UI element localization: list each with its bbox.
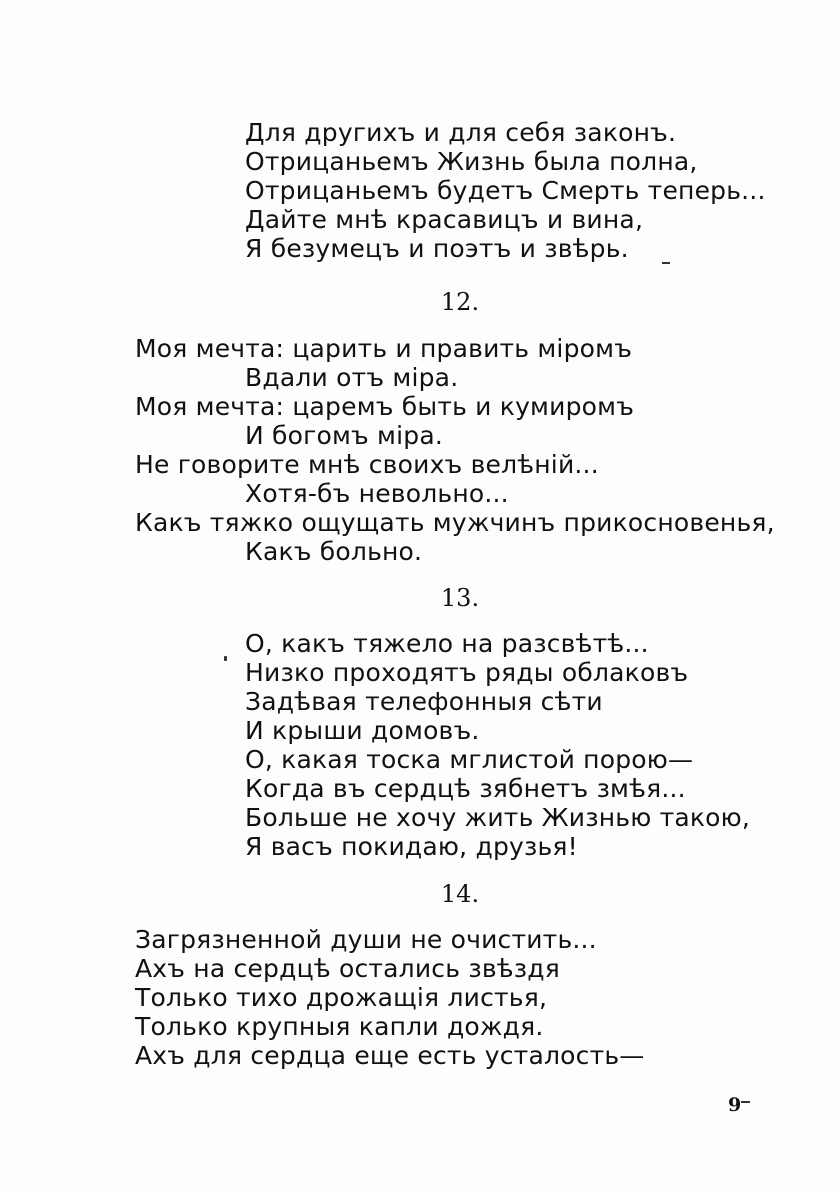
poem-line: Моя мечта: царить и править міромъ <box>135 334 633 363</box>
poem-number: 12. <box>440 288 480 316</box>
poem-line: Я безумецъ и поэтъ и звѣрь. <box>245 234 629 263</box>
poem-line: Какъ тяжко ощущать мужчинъ прикосновенья, <box>135 508 775 537</box>
poem-line: Не говорите мнѣ своихъ велѣній... <box>135 450 599 479</box>
scan-speck <box>741 1101 750 1103</box>
poem-line: Только тихо дрожащія листья, <box>135 983 548 1012</box>
poem-line: Я васъ покидаю, друзья! <box>245 832 578 861</box>
poem-line: Моя мечта: царемъ быть и кумиромъ <box>135 392 635 421</box>
poem-line: Задѣвая телефонныя сѣти <box>245 687 603 716</box>
scan-speck <box>662 262 670 264</box>
poem-number: 14. <box>440 880 480 908</box>
poem-line: Ахъ для сердца еще есть усталость— <box>135 1041 645 1070</box>
poem-number: 13. <box>440 584 480 612</box>
poem-line: Отрицаньемъ Жизнь была полна, <box>245 147 698 176</box>
scan-speck <box>224 656 227 661</box>
poem-line: Какъ больно. <box>245 537 423 566</box>
poem-line: Дайте мнѣ красавицъ и вина, <box>245 205 644 234</box>
poem-line: Больше не хочу жить Жизнью такою, <box>245 803 751 832</box>
poem-line: Отрицаньемъ будетъ Смерть теперь... <box>245 176 766 205</box>
page-number: 9 <box>728 1094 742 1116</box>
poem-line: Загрязненной души не очистить... <box>135 925 597 954</box>
poem-line: Хотя-бъ невольно... <box>245 479 509 508</box>
poem-line: И богомъ міра. <box>245 421 444 450</box>
poem-line: Когда въ сердцѣ зябнетъ змѣя... <box>245 774 686 803</box>
poem-line: Только крупныя капли дождя. <box>135 1012 544 1041</box>
poem-line: Вдали отъ міра. <box>245 363 459 392</box>
poem-line: О, какая тоска мглистой порою— <box>245 745 694 774</box>
poem-line: И крыши домовъ. <box>245 716 480 745</box>
poem-line: Для другихъ и для себя законъ. <box>245 118 677 147</box>
poem-line: Низко проходятъ ряды облаковъ <box>245 658 689 687</box>
poem-line: О, какъ тяжело на разсвѣтѣ... <box>245 629 649 658</box>
poem-line: Ахъ на сердцѣ остались звѣздя <box>135 954 560 983</box>
